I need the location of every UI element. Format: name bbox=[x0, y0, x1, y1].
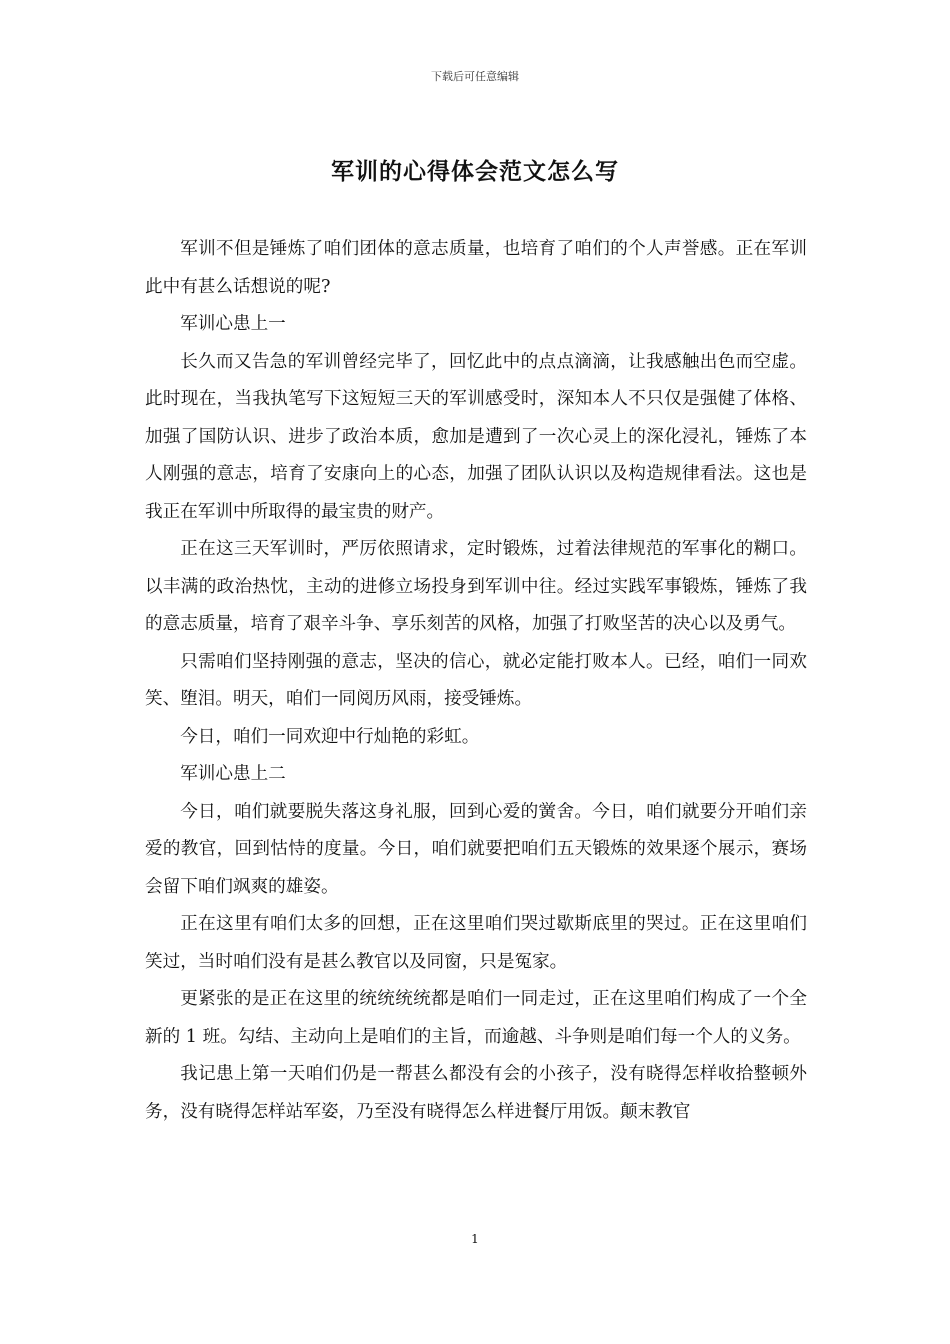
paragraph: 今日，咱们一同欢迎中行灿艳的彩虹。 bbox=[180, 726, 480, 747]
header-note: 下载后可任意编辑 bbox=[431, 70, 519, 83]
paragraph: 正在这三天军训时，严厉依照请求，定时锻炼，过着法律规范的军事化的糊口。以丰满的政治热忱，主动的进修立场投身到军训中往。经过实践军事锻炼，锤炼了我的意志质量，培育了艰辛斗争、享乐刻苦的风格，加强了打败坚苦的决心以及勇气。 bbox=[145, 539, 807, 634]
section-heading-1: 军训心患上一 bbox=[180, 314, 286, 334]
paragraph: 只需咱们坚持刚强的意志，坚决的信心，就必定能打败本人。已经，咱们一同欢笑、堕泪。明天，咱们一同阅历风雨，接受锤炼。 bbox=[145, 651, 807, 709]
page-number: 1 bbox=[471, 1232, 479, 1246]
paragraph: 长久而又告急的军训曾经完毕了，回忆此中的点点滴滴，让我感触出色而空虚。此时现在，当我执笔写下这短短三天的军训感受时，深知本人不只仅是强健了体格、加强了国防认识、进步了政治本质，愈加是遭到了一次心灵上的深化浸礼，锤炼了本人刚强的意志，培育了安康向上的心态，加强了团队认识以及构造规律看法。这也是我正在军训中所取得的最宝贵的财产。 bbox=[145, 351, 807, 522]
paragraph: 今日，咱们就要脱失落这身礼服，回到心爱的黉舍。今日，咱们就要分开咱们亲爱的教官，回到怙恃的度量。今日，咱们就要把咱们五天锻炼的效果逐个展示，赛场会留下咱们飒爽的雄姿。 bbox=[145, 801, 807, 897]
section-heading-2: 军训心患上二 bbox=[180, 764, 286, 784]
paragraph: 更紧张的是正在这里的统统统统都是咱们一同走过，正在这里咱们构成了一个全新的 1 班。勾结、主动向上是咱们的主旨，而逾越、斗争则是咱们每一个人的义务。 bbox=[145, 989, 807, 1047]
paragraph: 正在这里有咱们太多的回想，正在这里咱们哭过歇斯底里的哭过。正在这里咱们笑过，当时咱们没有是甚么教官以及同窗，只是冤家。 bbox=[145, 914, 807, 972]
paragraph-intro: 军训不但是锤炼了咱们团体的意志质量，也培育了咱们的个人声誉感。正在军训此中有甚么话想说的呢? bbox=[145, 239, 807, 297]
document-title: 军训的心得体会范文怎么写 bbox=[331, 158, 619, 185]
paragraph: 我记患上第一天咱们仍是一帮甚么都没有会的小孩子，没有晓得怎样收拾整顿外务，没有晓得怎样站军姿，乃至没有晓得怎么样进餐厅用饭。颠末教官 bbox=[145, 1064, 807, 1122]
document-body bbox=[145, 231, 807, 1131]
